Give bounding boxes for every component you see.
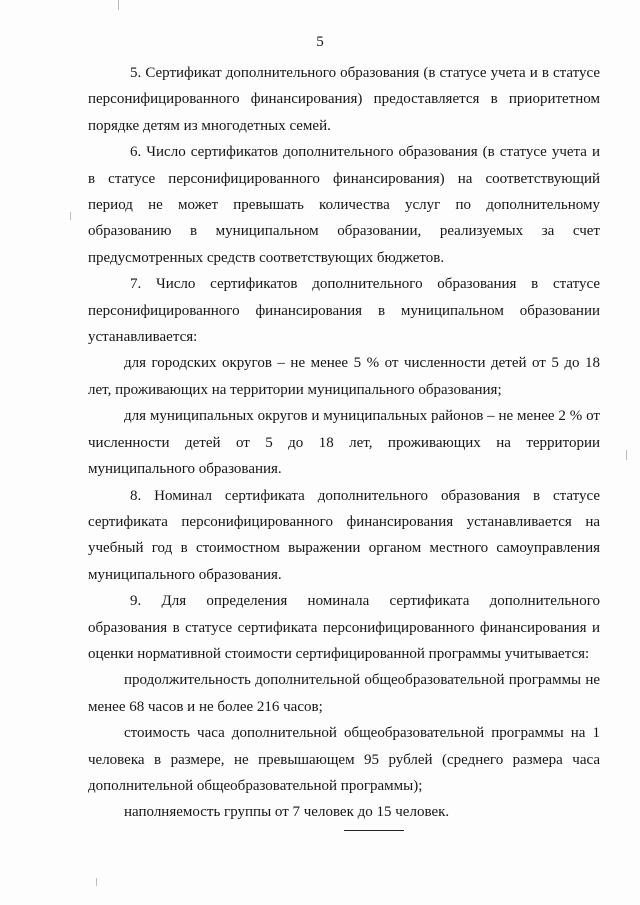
scan-artifact-mark: [96, 878, 97, 886]
subparagraph-urban-districts: для городских округов – не менее 5 % от численности детей от 5 до 18 лет, проживающих на территории муниципального образования;: [88, 355, 600, 398]
document-body: [88, 60, 600, 826]
page-number: 5: [316, 34, 324, 50]
end-of-text-rule: [344, 830, 404, 831]
paragraph-item-9: 9. Для определения номинала сертификата дополнительного образования в статусе сертификата персонифицированного финансирования и оценки нормативной стоимости сертифицированной программы учитывается:: [88, 593, 600, 662]
subparagraph-municipal-districts: для муниципальных округов и муниципальных районов – не менее 2 % от численности детей от 5 до 18 лет, проживающих на территории муниципального образования.: [88, 408, 600, 478]
scan-artifact-mark: [70, 212, 71, 220]
subparagraph-group-size: наполняемость группы от 7 человек до 15 человек.: [124, 804, 450, 821]
subparagraph-hour-cost: стоимость часа дополнительной общеобразовательной программы на 1 человека в размере, не превышающем 95 рублей (среднего размера часа дополнительной общеобразовательной программы);: [88, 725, 600, 794]
scan-artifact-mark: [118, 0, 119, 10]
paragraph-item-5: 5. Сертификат дополнительного образования (в статусе учета и в статусе персонифицированного финансирования) предоставляется в приоритетном порядке детям из многодетных семей.: [88, 65, 600, 134]
subparagraph-program-duration: продолжительность дополнительной общеобразовательной программы не менее 68 часов и не более 216 часов;: [88, 672, 600, 715]
paragraph-item-6: 6. Число сертификатов дополнительного образования (в статусе учета и в статусе персонифицированного финансирования) на соответствующий период не может превышать количества услуг по дополнительному образованию в муниципальном образовании, реализуемых за счет предусмотренных средств соответствующих бюджетов.: [88, 144, 600, 266]
paragraph-item-8: 8. Номинал сертификата дополнительного образования в статусе сертификата персонифицированного финансирования устанавливается на учебный год в стоимостном выражении органом местного самоуправления муниципального образования.: [88, 487, 600, 583]
paragraph-item-7: 7. Число сертификатов дополнительного образования в статусе персонифицированного финансирования в муниципальном образовании устанавливается:: [88, 276, 600, 346]
scan-artifact-mark: [626, 450, 627, 460]
